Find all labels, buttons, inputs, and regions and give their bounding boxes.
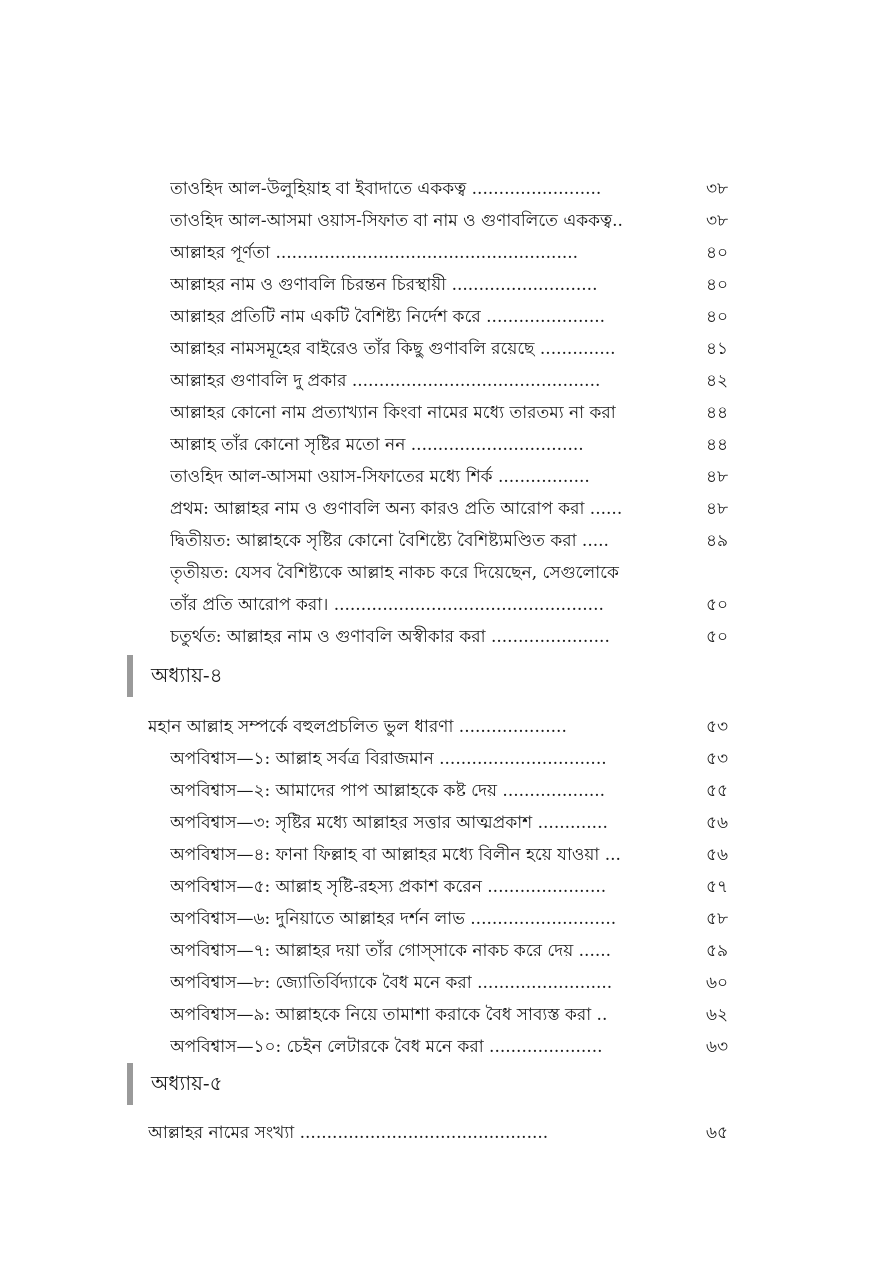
toc-entry-title: প্রথম: আল্লাহর নাম ও গুণাবলি অন্য কারও প্রতি আরোপ করা ...... bbox=[170, 499, 623, 519]
toc-entry-title: আল্লাহর নাম ও গুণাবলি চিরন্তন চিরস্থায়ী ........................... bbox=[170, 275, 598, 295]
toc-entry-page: ৫৩ bbox=[706, 717, 729, 737]
toc-entry bbox=[0, 269, 869, 301]
chapter-heading-4 bbox=[127, 655, 223, 697]
toc-entry bbox=[0, 807, 869, 839]
toc-entry-page: ৪৯ bbox=[706, 531, 729, 551]
toc-entry-title: অপবিশ্বাস—৩: সৃষ্টির মধ্যে আল্লাহর সত্তার আত্মপ্রকাশ ............. bbox=[170, 813, 608, 833]
toc-entry bbox=[0, 429, 869, 461]
toc-entry-page: ৫০ bbox=[706, 595, 729, 615]
toc-entry-page: ৪৮ bbox=[706, 467, 729, 487]
toc-entry-title: অপবিশ্বাস—২: আমাদের পাপ আল্লাহকে কষ্ট দেয় ................... bbox=[170, 781, 606, 801]
toc-entry-page: ৪০ bbox=[706, 275, 729, 295]
toc-entry bbox=[0, 365, 869, 397]
toc-entry bbox=[0, 903, 869, 935]
toc-entry-title: আল্লাহর কোনো নাম প্রত্যাখ্যান কিংবা নামের মধ্যে তারতম্য না করা bbox=[170, 403, 616, 423]
toc-entry-page: ৩৮ bbox=[706, 179, 729, 199]
toc-entry-page: ৫৮ bbox=[706, 909, 729, 929]
toc-entry-page: ৪১ bbox=[706, 339, 729, 359]
toc-entry-page: ৪৪ bbox=[706, 435, 729, 455]
toc-lead-entry bbox=[0, 1117, 869, 1149]
toc-entry-title: অপবিশ্বাস—৬: দুনিয়াতে আল্লাহর দর্শন লাভ ........................... bbox=[170, 909, 617, 929]
toc-entry-title: অপবিশ্বাস—৪: ফানা ফিল্লাহ বা আল্লাহর মধ্যে বিলীন হয়ে যাওয়া ... bbox=[170, 845, 621, 865]
toc-entry-title: তাওহিদ আল-উলুহিয়াহ বা ইবাদাতে এককত্ব ........................ bbox=[170, 179, 602, 199]
toc-entry-page: ৫০ bbox=[706, 627, 729, 647]
toc-entry-page: ৫৯ bbox=[706, 941, 729, 961]
toc-entry-title: আল্লাহর প্রতিটি নাম একটি বৈশিষ্ট্য নির্দেশ করে ...................... bbox=[170, 307, 606, 327]
toc-entry-title: অপবিশ্বাস—১: আল্লাহ সর্বত্র বিরাজমান ............................... bbox=[170, 749, 607, 769]
toc-entry bbox=[0, 743, 869, 775]
toc-chapter-5 bbox=[0, 1117, 869, 1149]
toc-entry-page: ৫৬ bbox=[706, 813, 729, 833]
toc-entry bbox=[0, 237, 869, 269]
toc-entry-title: দ্বিতীয়ত: আল্লাহকে সৃষ্টির কোনো বৈশিষ্ট্যে বৈশিষ্ট্যমণ্ডিত করা ..... bbox=[170, 531, 609, 551]
toc-entry-title: আল্লাহর গুণাবলি দু প্রকার .............................................. bbox=[170, 371, 601, 391]
toc-entry-title: আল্লাহর পূর্ণতা ........................................................ bbox=[170, 243, 579, 263]
toc-entry-title: তাঁর প্রতি আরোপ করা। .................................................. bbox=[170, 595, 604, 615]
toc-entry-title: তৃতীয়ত: যেসব বৈশিষ্ট্যকে আল্লাহ নাকচ করে দিয়েছেন, সেগুলোকে bbox=[170, 563, 619, 583]
toc-entry bbox=[0, 525, 869, 557]
toc-entry-page: ৬৩ bbox=[706, 1037, 729, 1057]
toc-entry-page: ৫৫ bbox=[706, 781, 729, 801]
toc-entry-page: ৪০ bbox=[706, 243, 729, 263]
toc-entry-page: ৬২ bbox=[706, 1005, 729, 1025]
toc-entry-page: ৫৭ bbox=[706, 877, 729, 897]
toc-entry-title: আল্লাহর নামসমূহের বাইরেও তাঁর কিছু গুণাবলি রয়েছে .............. bbox=[170, 339, 616, 359]
toc-entry bbox=[0, 301, 869, 333]
toc-lead-entry bbox=[0, 711, 869, 743]
toc-entry-title: অপবিশ্বাস—৯: আল্লাহকে নিয়ে তামাশা করাকে বৈধ সাব্যস্ত করা .. bbox=[170, 1005, 608, 1025]
toc-entry-title: আল্লাহর নামের সংখ্যা .............................................. bbox=[148, 1123, 549, 1143]
toc-entry-title: আল্লাহ তাঁর কোনো সৃষ্টির মতো নন ................................ bbox=[170, 435, 584, 455]
toc-entry bbox=[0, 493, 869, 525]
toc-entry-page: ৪৮ bbox=[706, 499, 729, 519]
toc-entry-page: ৪২ bbox=[706, 371, 729, 391]
toc-entry-page: ৫৬ bbox=[706, 845, 729, 865]
toc-section-a bbox=[0, 173, 869, 653]
toc-entry bbox=[0, 397, 869, 429]
chapter-heading-5 bbox=[127, 1063, 223, 1105]
toc-entry bbox=[0, 935, 869, 967]
toc-entry bbox=[0, 839, 869, 871]
toc-entry-title: অপবিশ্বাস—৫: আল্লাহ সৃষ্টি-রহস্য প্রকাশ করেন ...................... bbox=[170, 877, 607, 897]
chapter-heading-4-text: অধ্যায়-৪ bbox=[151, 663, 223, 687]
chapter-heading-5-text: অধ্যায়-৫ bbox=[151, 1071, 223, 1095]
toc-entry-page: ৪৪ bbox=[706, 403, 729, 423]
toc-entry bbox=[0, 589, 869, 621]
toc-entry bbox=[0, 173, 869, 205]
toc-entry bbox=[0, 871, 869, 903]
toc-entry bbox=[0, 967, 869, 999]
toc-entry bbox=[0, 557, 869, 589]
toc-entry-title: মহান আল্লাহ সম্পর্কে বহুলপ্রচলিত ভুল ধারণা .................... bbox=[148, 717, 567, 737]
toc-entry-title: অপবিশ্বাস—৭: আল্লাহর দয়া তাঁর গোস্সাকে নাকচ করে দেয় ...... bbox=[170, 941, 612, 961]
toc-entry-title: তাওহিদ আল-আসমা ওয়াস-সিফাত বা নাম ও গুণাবলিতে এককত্ব.. bbox=[170, 211, 623, 231]
toc-entry bbox=[0, 205, 869, 237]
toc-chapter-4 bbox=[0, 711, 869, 1063]
toc-entry-title: তাওহিদ আল-আসমা ওয়াস-সিফাতের মধ্যে শির্ক ................. bbox=[170, 467, 590, 487]
toc-entry-title: চতুর্থত: আল্লাহর নাম ও গুণাবলি অস্বীকার করা ...................... bbox=[170, 627, 610, 647]
toc-entry bbox=[0, 461, 869, 493]
toc-entry-page: ৬০ bbox=[706, 973, 729, 993]
toc-entry-page: ৫৩ bbox=[706, 749, 729, 769]
toc-entry-title: অপবিশ্বাস—১০: চেইন লেটারকে বৈধ মনে করা ..................... bbox=[170, 1037, 603, 1057]
toc-entry bbox=[0, 621, 869, 653]
toc-entry-page: ৪০ bbox=[706, 307, 729, 327]
toc-entry bbox=[0, 999, 869, 1031]
toc-entry-page: ৩৮ bbox=[706, 211, 729, 231]
toc-entry bbox=[0, 775, 869, 807]
toc-entry-title: অপবিশ্বাস—৮: জ্যোতির্বিদ্যাকে বৈধ মনে করা ......................... bbox=[170, 973, 613, 993]
toc-entry-page: ৬৫ bbox=[706, 1123, 729, 1143]
toc-entry bbox=[0, 1031, 869, 1063]
toc-entry bbox=[0, 333, 869, 365]
